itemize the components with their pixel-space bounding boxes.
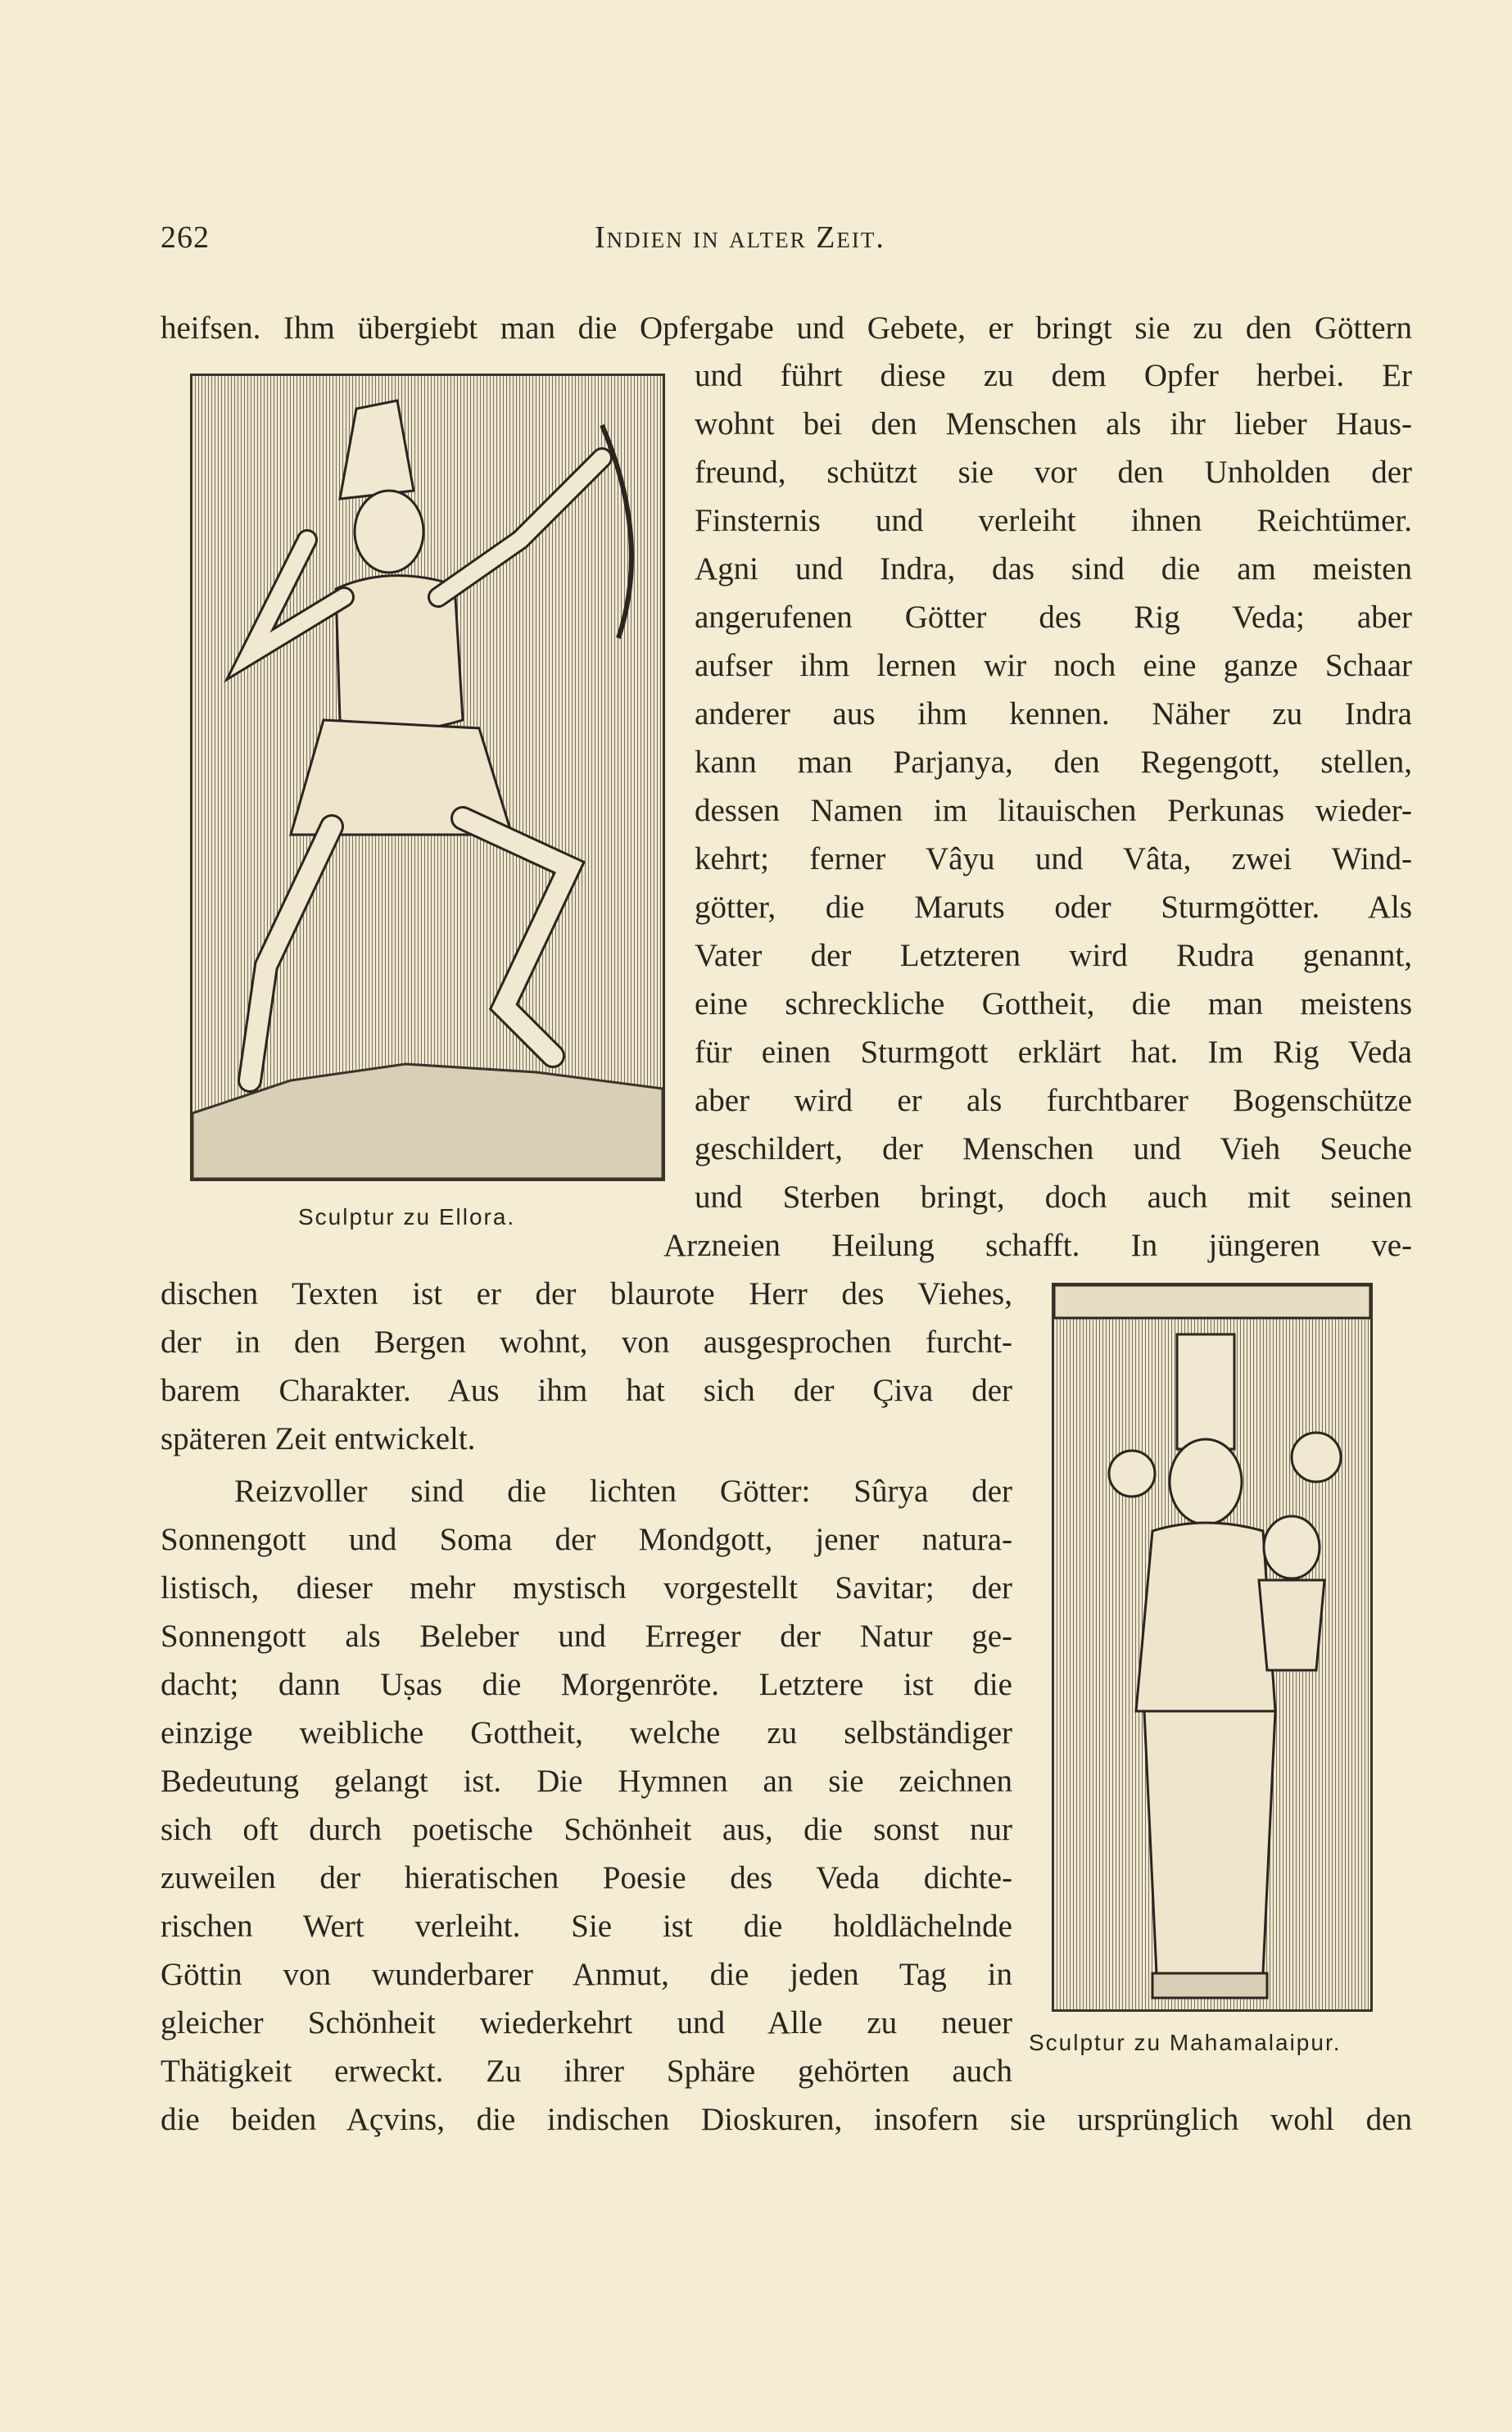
running-head bbox=[161, 220, 1422, 269]
text-line: aufser ihm lernen wir noch eine ganze Schaar bbox=[695, 648, 1412, 683]
text-line: wohnt bei den Menschen als ihr lieber Haus- bbox=[695, 406, 1412, 442]
text-line: angerufenen Götter des Rig Veda; aber bbox=[695, 600, 1412, 635]
text-line: listisch, dieser mehr mystisch vorgestellt Savitar; der bbox=[161, 1570, 1012, 1605]
figure-caption-mahamalaipur: Sculptur zu Mahamalaipur. bbox=[1029, 2030, 1342, 2055]
text-line: anderer aus ihm kennen. Näher zu Indra bbox=[695, 696, 1412, 731]
text-line: kann man Parjanya, den Regengott, stellen, bbox=[695, 745, 1412, 780]
text-line: Arzneien Heilung schafft. In jüngeren ve- bbox=[663, 1228, 1412, 1263]
text-line: späteren Zeit entwickelt. bbox=[161, 1421, 476, 1456]
text-line: eine schreckliche Gottheit, die man meistens bbox=[695, 986, 1412, 1021]
text-line: Bedeutung gelangt ist. Die Hymnen an sie zeichnen bbox=[161, 1764, 1012, 1799]
figure-caption-ellora: Sculptur zu Ellora. bbox=[298, 1204, 516, 1230]
text-line: heifsen. Ihm übergiebt man die Opfergabe und Gebete, er bringt sie zu den Göttern bbox=[161, 310, 1412, 346]
text-line: Vater der Letzteren wird Rudra genannt, bbox=[695, 938, 1412, 973]
text-line: Sonnengott und Soma der Mondgott, jener natura- bbox=[161, 1522, 1012, 1557]
text-line: und führt diese zu dem Opfer herbei. Er bbox=[695, 358, 1412, 393]
text-line: dessen Namen im litauischen Perkunas wieder- bbox=[695, 793, 1412, 828]
ellora-sculpture-illustration bbox=[192, 376, 663, 1179]
text-line: geschildert, der Menschen und Vieh Seuche bbox=[695, 1131, 1412, 1166]
text-line: der in den Bergen wohnt, von ausgesprochen furcht- bbox=[161, 1325, 1012, 1360]
text-line: Agni und Indra, das sind die am meisten bbox=[695, 551, 1412, 586]
text-line: freund, schützt sie vor den Unholden der bbox=[695, 455, 1412, 490]
figure-ellora-sculpture bbox=[190, 374, 665, 1181]
text-line: aber wird er als furchtbarer Bogenschütze bbox=[695, 1083, 1412, 1118]
text-line: und Sterben bringt, doch auch mit seinen bbox=[695, 1180, 1412, 1215]
text-line: gleicher Schönheit wiederkehrt und Alle zu neuer bbox=[161, 2005, 1012, 2040]
text-line: Reizvoller sind die lichten Götter: Sûrya der bbox=[234, 1474, 1012, 1509]
text-line: götter, die Maruts oder Sturmgötter. Als bbox=[695, 890, 1412, 925]
text-line: für einen Sturmgott erklärt hat. Im Rig Veda bbox=[695, 1035, 1412, 1070]
text-line: barem Charakter. Aus ihm hat sich der Çiva der bbox=[161, 1373, 1012, 1408]
mahamalaipur-sculpture-illustration bbox=[1054, 1285, 1370, 2009]
text-line: die beiden Açvins, die indischen Dioskuren, insofern sie ursprünglich wohl den bbox=[161, 2102, 1412, 2137]
text-line: einzige weibliche Gottheit, welche zu selbständiger bbox=[161, 1715, 1012, 1750]
text-line: rischen Wert verleiht. Sie ist die holdlächelnde bbox=[161, 1909, 1012, 1944]
text-line: sich oft durch poetische Schönheit aus, die sonst nur bbox=[161, 1812, 1012, 1847]
text-line: Finsternis und verleiht ihnen Reichtümer. bbox=[695, 503, 1412, 538]
text-line: Thätigkeit erweckt. Zu ihrer Sphäre gehörten auch bbox=[161, 2054, 1012, 2089]
text-line: kehrt; ferner Vâyu und Vâta, zwei Wind- bbox=[695, 841, 1412, 876]
text-line: Göttin von wunderbarer Anmut, die jeden Tag in bbox=[161, 1957, 1012, 1992]
figure-mahamalaipur-sculpture bbox=[1052, 1283, 1373, 2012]
text-line: Sonnengott als Beleber und Erreger der Natur ge- bbox=[161, 1619, 1012, 1654]
running-title: Indien in alter Zeit. bbox=[595, 220, 885, 255]
text-line: zuweilen der hieratischen Poesie des Veda dichte- bbox=[161, 1860, 1012, 1895]
page-number: 262 bbox=[161, 220, 210, 255]
text-line: dacht; dann Uṣas die Morgenröte. Letztere ist die bbox=[161, 1667, 1012, 1702]
text-line: dischen Texten ist er der blaurote Herr des Viehes, bbox=[161, 1276, 1012, 1311]
